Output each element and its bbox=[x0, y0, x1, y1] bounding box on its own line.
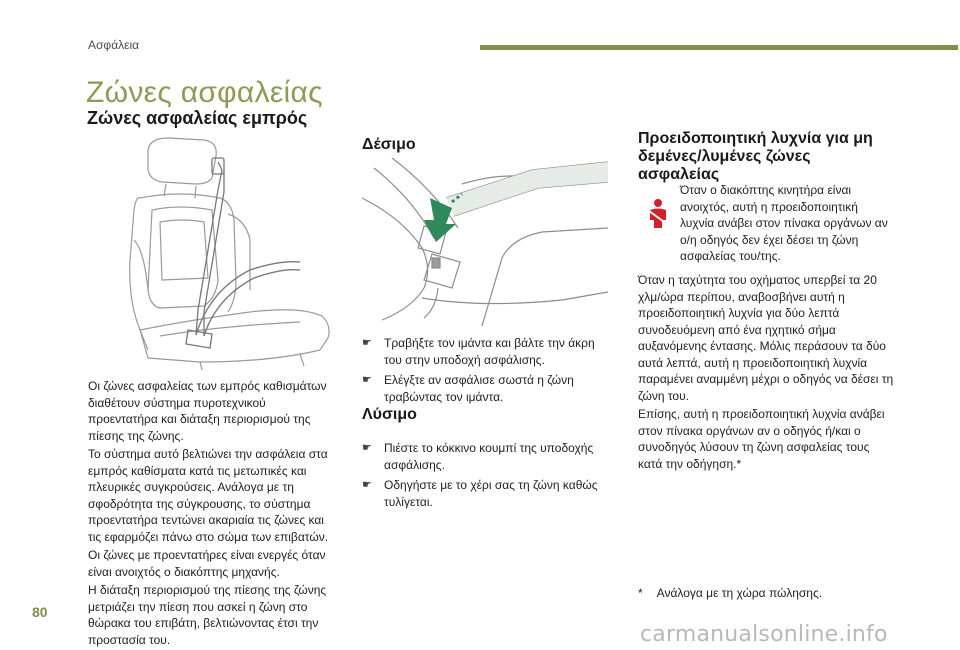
right-column-text bbox=[638, 272, 896, 474]
front-seat-illustration bbox=[100, 130, 340, 370]
header-accent-bar bbox=[480, 45, 958, 50]
pointing-hand-icon: ☛ bbox=[362, 442, 372, 454]
footnote bbox=[638, 586, 822, 600]
section-subtitle: Ζώνες ασφαλείας εμπρός bbox=[87, 108, 308, 128]
paragraph: Οι ζώνες ασφαλείας των εμπρός καθισμάτων διαθέτουν σύστημα πυροτεχνικού προεντατήρα και διάταξη περιορισμού της πίεσης της ζώνης. bbox=[88, 379, 327, 443]
paragraph: Οι ζώνες με προεντατήρες είναι ενεργές όταν είναι ανοιχτός ο διακόπτης μηχανής. bbox=[88, 548, 326, 579]
warning-lamp-heading: Προειδοποιητική λυχνία για μη δεμένες/λυμένες ζώνες ασφαλείας bbox=[638, 130, 873, 183]
buckle-illustration bbox=[362, 158, 608, 326]
paragraph: Επίσης, αυτή η προειδοποιητική λυχνία ανάβει στον πίνακα οργάνων αν ο οδηγός ή/και ο συνοδηγός λύσουν τη ζώνη ασφαλείας τους κατά την οδήγηση.* bbox=[638, 407, 885, 471]
fasten-steps bbox=[362, 335, 612, 409]
page-title: Ζώνες ασφαλείας bbox=[86, 76, 323, 109]
page-number: 80 bbox=[32, 604, 48, 620]
list-item: ☛ Πιέστε το κόκκινο κουμπί της υποδοχής ασφάλισης. bbox=[362, 441, 594, 472]
paragraph: Όταν η ταχύτητα του οχήματος υπερβεί τα 20 χλμ/ώρα περίπου, αναβοσβήνει αυτή η προειδοποιητική λυχνία για δύο λεπτά συνοδευόμενη από ένα ηχητικό σήμα αυξανόμενης έντασης. Μόλις περάσουν τα δύο αυτά λεπτά, αυτή η προειδοποιητική λυχνία παραμένει αναμμένη μέχρι ο οδηγός να δέσει τη ζώνη του. bbox=[638, 273, 894, 403]
fasten-heading: Δέσιμο bbox=[362, 136, 416, 153]
section-label: Ασφάλεια bbox=[88, 38, 140, 52]
footnote-marker: * bbox=[638, 586, 643, 600]
pointing-hand-icon: ☛ bbox=[362, 374, 372, 386]
pointing-hand-icon: ☛ bbox=[362, 337, 372, 349]
pointing-hand-icon: ☛ bbox=[362, 479, 372, 491]
list-item: ☛ Τραβήξτε τον ιμάντα και βάλτε την άκρη του στην υποδοχή ασφάλισης. bbox=[362, 336, 595, 367]
unfasten-heading: Λύσιμο bbox=[362, 406, 417, 423]
left-column-text bbox=[88, 378, 338, 650]
list-item: ☛ Ελέγξτε αν ασφάλισε σωστά η ζώνη τραβώντας τον ιμάντα. bbox=[362, 373, 574, 404]
footnote-text: Ανάλογα με τη χώρα πώλησης. bbox=[656, 586, 823, 600]
watermark: carmanualsonline.info bbox=[640, 622, 888, 647]
unfasten-steps bbox=[362, 440, 612, 514]
paragraph: Το σύστημα αυτό βελτιώνει την ασφάλεια στα εμπρός καθίσματα κατά τις μετωπικές και πλευρικές συγκρούσεις. Ανάλογα με τη σφοδρότητα της σύγκρουσης, το σύστημα προεντατήρα τεντώνει ακαριαία τις ζώνες και τις εφαρμόζει πάνω στο σώμα των επιβατών. bbox=[88, 447, 329, 544]
seatbelt-warning-icon bbox=[644, 198, 672, 230]
paragraph: Η διάταξη περιορισμού της πίεσης της ζώνης μετριάζει την πίεση που ασκεί η ζώνη στο θώρακα του επιβάτη, βελτιώνοντας έτσι την προστασία του. bbox=[88, 583, 327, 647]
warning-icon-note: Όταν ο διακόπτης κινητήρα είναι ανοιχτός, αυτή η προειδοποιητική λυχνία ανάβει στον πίνακα οργάνων αν ο/η οδηγός δεν έχει δέσει τη ζώνη ασφαλείας του/της. bbox=[680, 183, 888, 263]
list-item: ☛ Οδηγήστε με το χέρι σας τη ζώνη καθώς τυλίγεται. bbox=[362, 478, 598, 509]
